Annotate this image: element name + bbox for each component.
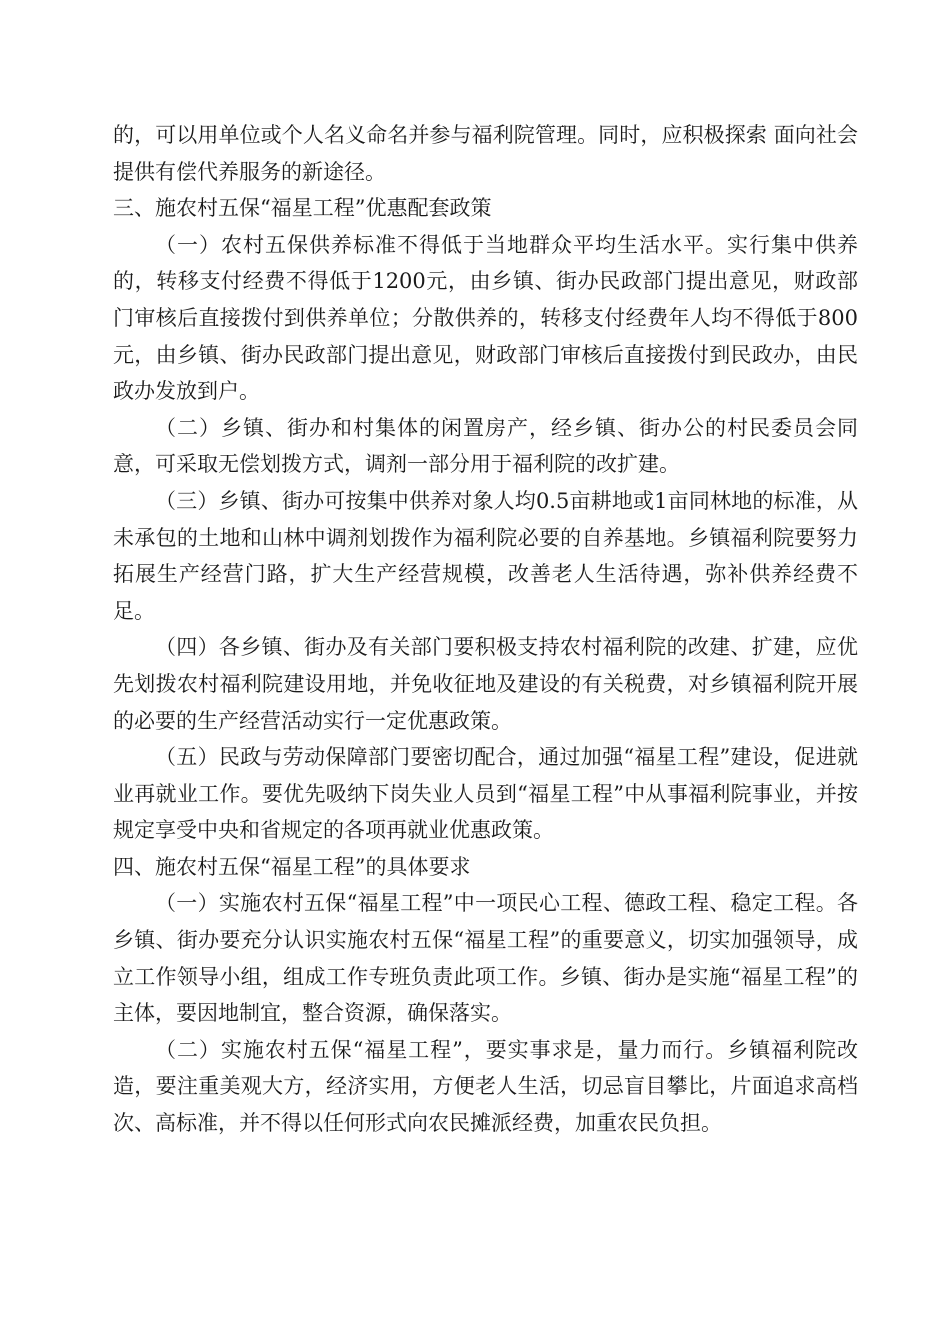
section-heading-3: 三、施农村五保“福星工程”优惠配套政策 [113, 196, 492, 221]
paragraph-requirement-1: （一）实施农村五保“福星工程”中一项民心工程、德政工程、稳定工程。各乡镇、街办要充分认识实施农村五保“福星工程”的重要意义，切实加强领导，成立工作领导小组，组成工作专班负责此项工作。乡镇、街办是实施“福星工程”的主体，要因地制宜，整合资源，确保落实。 [113, 891, 858, 1026]
paragraph-item-3: （三）乡镇、街办可按集中供养对象人均0.5亩耕地或1亩同林地的标准，从未承包的土地和山林中调剂划拨作为福利院必要的自养基地。乡镇福利院要努力拓展生产经营门路，扩大生产经营规模，改善老人生活待遇，弥补供养经费不足。 [113, 488, 858, 623]
document-body [113, 117, 858, 1142]
paragraph-item-5: （五）民政与劳动保障部门要密切配合，通过加强“福星工程”建设，促进就业再就业工作。要优先吸纳下岗失业人员到“福星工程”中从事福利院事业，并按规定享受中央和省规定的各项再就业优惠政策。 [113, 745, 858, 843]
section-heading-4: 四、施农村五保“福星工程”的具体要求 [113, 854, 471, 879]
paragraph-item-4: （四）各乡镇、街办及有关部门要积极支持农村福利院的改建、扩建，应优先划拨农村福利院建设用地，并免收征地及建设的有关税费，对乡镇福利院开展的必要的生产经营活动实行一定优惠政策。 [113, 635, 858, 733]
paragraph-continuation: 的，可以用单位或个人名义命名并参与福利院管理。同时，应积极探索 面向社会提供有偿代养服务的新途径。 [113, 123, 858, 184]
paragraph-item-2: （二）乡镇、街办和村集体的闲置房产，经乡镇、街办公的村民委员会同意，可采取无偿划拨方式，调剂一部分用于福利院的改扩建。 [113, 415, 858, 477]
paragraph-item-1: （一）农村五保供养标准不得低于当地群众平均生活水平。实行集中供养的，转移支付经费不得低于1200元，由乡镇、街办民政部门提出意见，财政部门审核后直接拨付到供养单位；分散供养的，转移支付经费年人均不得低于800元，由乡镇、街办民政部门提出意见，财政部门审核后直接拨付到民政办，由民政办发放到户。 [113, 232, 858, 404]
paragraph-requirement-2: （二）实施农村五保“福星工程”，要实事求是，量力而行。乡镇福利院改造，要注重美观大方，经济实用，方便老人生活，切忌盲目攀比，片面追求高档次、高标准，并不得以任何形式向农民摊派经费，加重农民负担。 [113, 1037, 858, 1136]
